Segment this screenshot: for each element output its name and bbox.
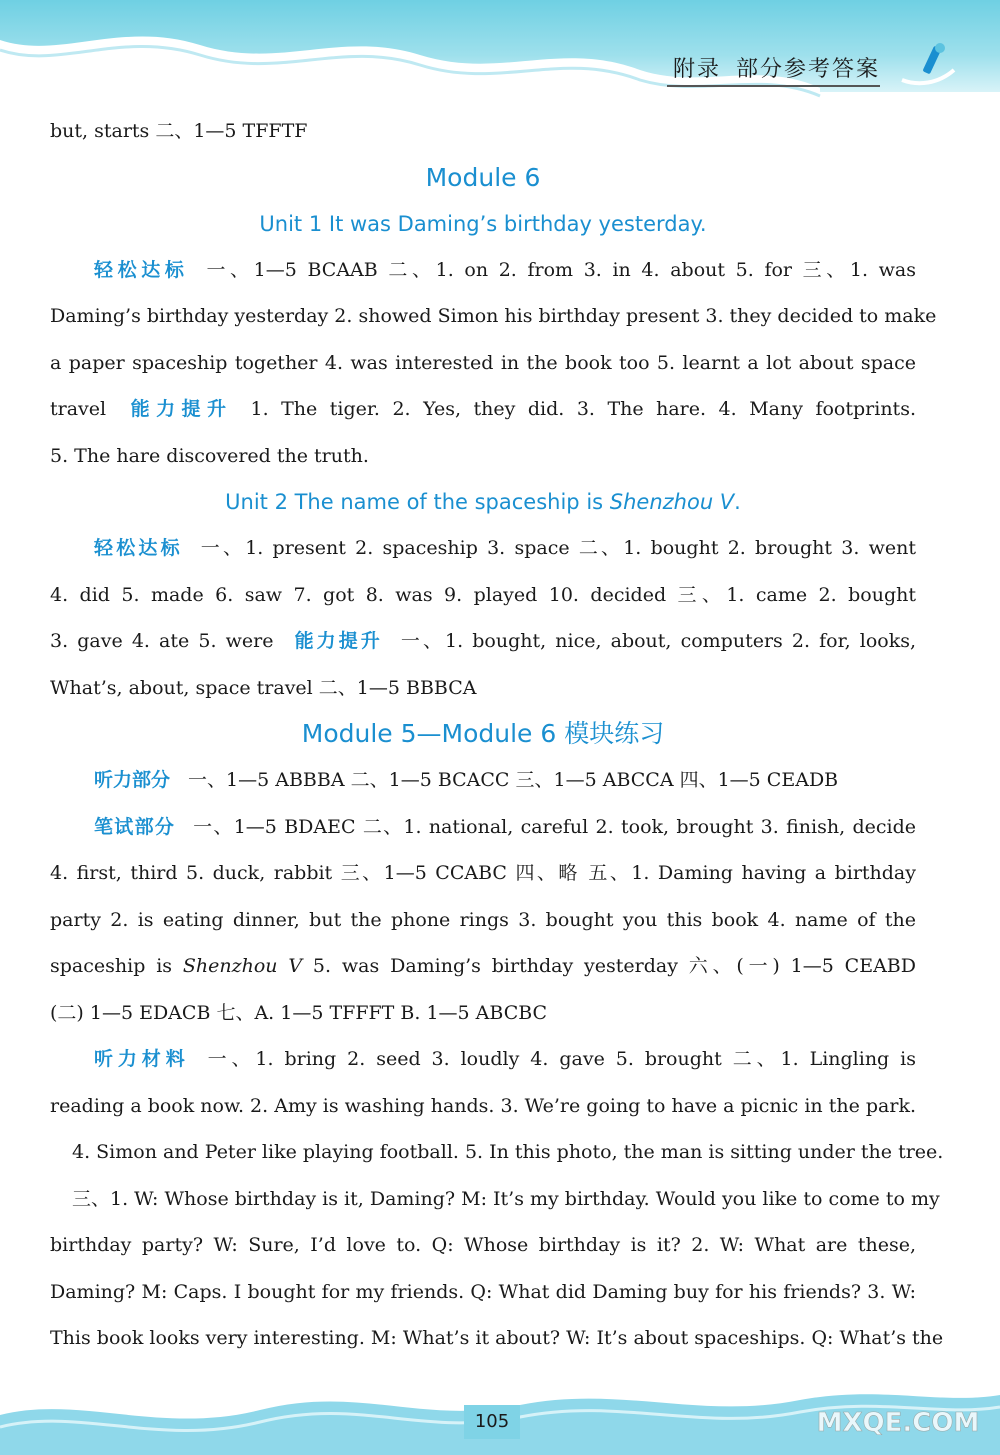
text-line: 三、1. W: Whose birthday is it, Daming? M: It’s my birthday. Would you like to come to my	[72, 1187, 940, 1210]
text-line: Daming? M: Caps. I bought for my friends. Q: What did Daming buy for his friends? 3. W:	[50, 1280, 916, 1303]
text-line: but, starts 二、1—5 TFFTF	[50, 120, 308, 142]
text-line: 听力材料 一、1. bring 2. seed 3. loudly 4. gave 5. brought 二、1. Lingling is	[94, 1048, 916, 1070]
watermark-logo	[808, 1387, 988, 1447]
text-line: spaceship is Shenzhou V 5. was Daming’s birthday yesterday 六、(一) 1—5 CEABD	[50, 955, 916, 977]
text-line: travel 能力提升 1. The tiger. 2. Yes, they did. 3. The hare. 4. Many footprints.	[50, 398, 916, 420]
answer-content	[50, 108, 944, 1362]
module-6-title: Module 6	[425, 162, 541, 192]
text-line: 3. gave 4. ate 5. were 能力提升 一、1. bought, nice, about, computers 2. for, looks,	[50, 630, 917, 652]
unit-2-title: Unit 2 The name of the spaceship is Shenzhou V.	[225, 490, 741, 514]
text-line: 听力部分 一、1—5 ABBBA 二、1—5 BCACC 三、1—5 ABCCA 四、1—5 CEADB	[94, 769, 839, 791]
text-line: reading a book now. 2. Amy is washing hands. 3. We’re going to have a picnic in the park.	[50, 1094, 916, 1117]
text-line: 轻松达标 一、1. present 2. spaceship 3. space 二、1. bought 2. brought 3. went	[94, 537, 916, 559]
text-line: (二) 1—5 EDACB 七、A. 1—5 TFFFT B. 1—5 ABCBC	[50, 1001, 548, 1024]
text-line: 4. did 5. made 6. saw 7. got 8. was 9. played 10. decided 三、1. came 2. bought	[50, 583, 916, 606]
header-section: 部分参考答案	[735, 57, 880, 82]
text-line: What’s, about, space travel 二、1—5 BBBCA	[50, 676, 477, 699]
section-label: 能力提升	[130, 398, 233, 420]
section-label: 听力部分	[94, 769, 171, 791]
text-line: 4. Simon and Peter like playing football. 5. In this photo, the man is sitting under the tree.	[72, 1141, 944, 1163]
section-label: 能力提升	[294, 630, 383, 652]
text-line: party 2. is eating dinner, but the phone rings 3. bought you this book 4. name of the	[50, 908, 916, 931]
text-line: 轻松达标 一、1—5 BCAAB 二、1. on 2. from 3. in 4. about 5. for 三、1. was	[94, 258, 916, 281]
section-label: 轻松达标	[94, 258, 189, 281]
text-line: 5. The hare discovered the truth.	[50, 444, 369, 467]
page-number: 105	[464, 1405, 520, 1439]
pen-icon	[898, 40, 958, 90]
unit-1-title: Unit 1 It was Daming’s birthday yesterday.	[259, 211, 707, 236]
text-line: a paper spaceship together 4. was interested in the book too 5. learnt a lot about space	[50, 351, 916, 374]
text-line: 4. first, third 5. duck, rabbit 三、1—5 CCABC 四、略 五、1. Daming having a birthday	[50, 862, 916, 884]
section-label: 笔试部分	[94, 815, 176, 838]
section-label: 轻松达标	[94, 537, 183, 559]
svg-text:MXQE.COM: MXQE.COM	[816, 1408, 980, 1438]
header-appendix: 附录	[672, 57, 721, 82]
section-label: 听力材料	[94, 1048, 190, 1070]
text-line: This book looks very interesting. M: What’s it about? W: It’s about spaceships. Q: What’s the	[50, 1327, 944, 1349]
module-5-6-title: Module 5—Module 6 模块练习	[301, 719, 665, 748]
text-line: Daming’s birthday yesterday 2. showed Simon his birthday present 3. they decided to make	[50, 305, 937, 327]
text-line: 笔试部分 一、1—5 BDAEC 二、1. national, careful 2. took, brought 3. finish, decide	[94, 815, 916, 838]
text-line: birthday party? W: Sure, I’d love to. Q: Whose birthday is it? 2. W: What are these,	[50, 1234, 916, 1256]
header-title	[667, 52, 880, 87]
